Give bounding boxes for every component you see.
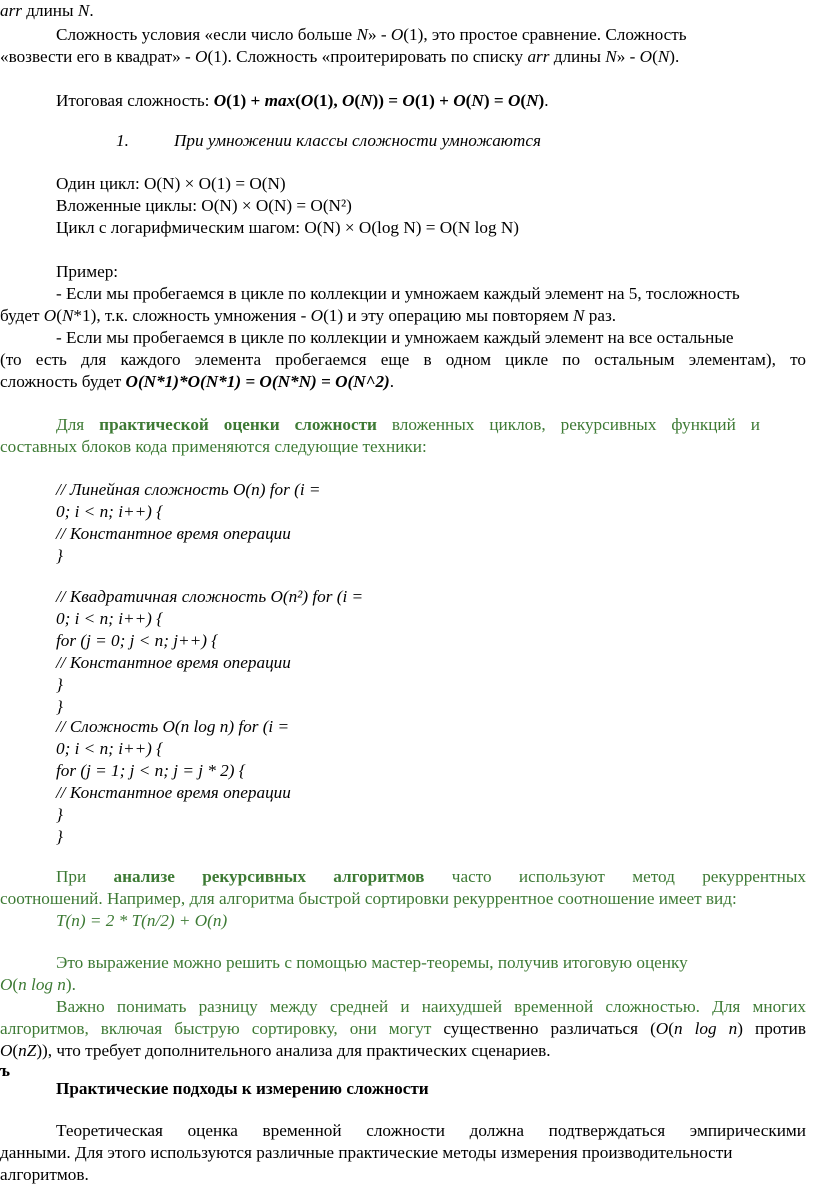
code-line: // Квадратичная сложность O(n²) for (i = [56,587,364,606]
code-line: for (j = 0; j < n; j++) { [56,631,219,650]
code-line: } [56,697,63,716]
important-line3: O(nZ)), что требует дополнительного анализа для практических сценариев. [0,1041,551,1060]
total-complexity-line: Итоговая сложность: O(1) + max(O(1), O(N)) = O(1) + O(N) = O(N). [56,91,549,110]
code-line: } [56,827,63,846]
approaches-line1: Теоретическая оценка временной сложности должна подтверждаться эмпирическими [56,1121,806,1140]
code-line: } [56,546,63,565]
code-line: 0; i < n; i++) { [56,502,164,521]
code-line: // Константное время операции [56,524,291,543]
practical-intro-line1: Для практической оценки сложности вложенных циклов, рекурсивных функций и [56,415,760,434]
approaches-line3: алгоритмов. [0,1165,89,1184]
recurrence-formula: T(n) = 2 * T(n/2) + O(n) [56,911,228,930]
total-complexity-formula: O(1) + max(O(1), O(N)) = O(1) + O(N) = O(N) [213,91,545,110]
code-line: // Константное время операции [56,783,291,802]
code-line: } [56,675,63,694]
recursive-line1: При анализе рекурсивных алгоритмов часто используют метод рекуррентных [56,867,806,886]
example-item2-line1: - Если мы пробегаемся в цикле по коллекции и умножаем каждый элемент на все остальные [56,328,734,347]
complexity-paragraph-line1: Сложность условия «если число больше N» - O(1), это простое сравнение. Сложность [56,25,687,44]
section-number: 1. [116,131,129,150]
code-line: 0; i < n; i++) { [56,609,164,628]
important-line2: алгоритмов, включая быструю сортировку, они могут существенно различаться (O(n log n) против [0,1019,806,1038]
master-theorem-line2: O(n log n). [0,975,76,994]
code-line: // Константное время операции [56,653,291,672]
complexity-paragraph-line2: «возвести его в квадрат» - O(1). Сложность «проитерировать по списку arr длины N» - O(N). [0,47,680,66]
practical-intro-line2: составных блоков кода применяются следующие техники: [0,437,427,456]
example-item1-line2: будет O(N*1), т.к. сложность умножения - O(1) и эту операцию мы повторяем N раз. [0,306,617,325]
example-item2-line2: (то есть для каждого элемента пробегаемся еще в одном цикле по остальным элементам), то [0,350,806,369]
rule-nested-loops: Вложенные циклы: O(N) × O(N) = O(N²) [56,196,352,215]
code-line: for (j = 1; j < n; j = j * 2) { [56,761,246,780]
intro-line: arr длины N. [0,1,94,20]
stray-character: ъ [0,1061,11,1080]
master-theorem-line1: Это выражение можно решить с помощью мастер-теоремы, получив итоговую оценку [56,953,688,972]
example-item2-line3: сложность будет O(N*1)*O(N*1) = O(N*N) = O(N^2). [0,372,395,391]
important-line1: Важно понимать разницу между средней и наихудшей временной сложностью. Для многих [56,997,806,1016]
example-item2-formula: O(N*1)*O(N*1) = O(N*N) = O(N^2) [125,372,390,391]
approaches-line2: данными. Для этого используются различные практические методы измерения производительности [0,1143,733,1162]
rule-single-loop: Один цикл: O(N) × O(1) = O(N) [56,174,286,193]
example-item1-line1: - Если мы пробегаемся в цикле по коллекции и умножаем каждый элемент на 5, тосложность [56,284,740,303]
rule-log-loop: Цикл с логарифмическим шагом: O(N) × O(log N) = O(N log N) [56,218,519,237]
code-line: } [56,805,63,824]
example-label: Пример: [56,262,119,281]
code-line: // Сложность O(n log n) for (i = [56,717,290,736]
section-heading-approaches: Практические подходы к измерению сложности [56,1079,429,1098]
code-line: 0; i < n; i++) { [56,739,164,758]
recursive-line2: соотношений. Например, для алгоритма быстрой сортировки рекуррентное соотношение имеет вид: [0,889,737,908]
section-heading: При умножении классы сложности умножаются [174,131,541,150]
code-line: // Линейная сложность O(n) for (i = [56,480,321,499]
